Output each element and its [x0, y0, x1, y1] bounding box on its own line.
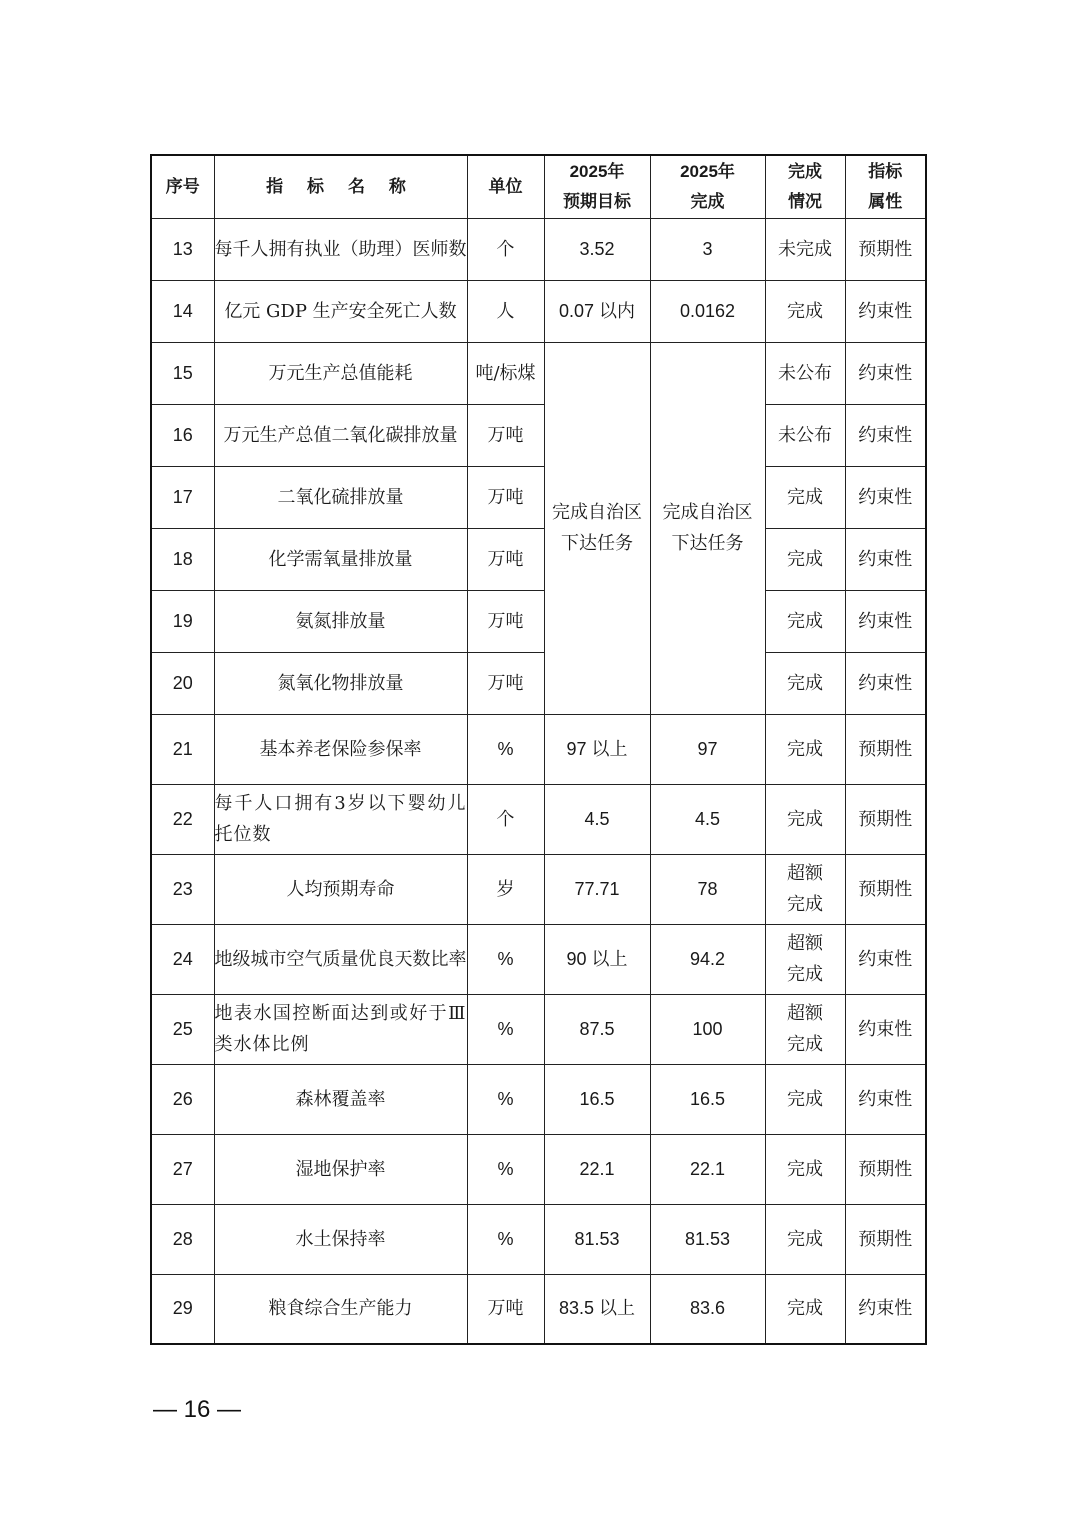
row-name: 基本养老保险参保率 [214, 714, 467, 784]
row-name: 每千人口拥有3岁以下婴幼儿托位数 [214, 784, 467, 854]
row-status: 完成 [765, 590, 845, 652]
header-attr-line1: 指标 [868, 161, 903, 182]
row-status: 未公布 [765, 404, 845, 466]
row-no: 17 [151, 466, 214, 528]
row-status [765, 854, 845, 924]
header-status-line1: 完成 [788, 161, 822, 182]
row-no: 20 [151, 652, 214, 714]
row-actual: 0.0162 [650, 280, 765, 342]
row-name: 氮氧化物排放量 [214, 652, 467, 714]
row-actual: 4.5 [650, 784, 765, 854]
table-row [151, 1134, 926, 1204]
table-row [151, 404, 926, 466]
row-no: 21 [151, 714, 214, 784]
row-actual: 3 [650, 218, 765, 280]
header-row [151, 155, 926, 218]
header-name: 指 标 名 称 [214, 155, 467, 218]
row-no: 27 [151, 1134, 214, 1204]
row-unit: 吨/标煤 [467, 342, 544, 404]
row-attr: 约束性 [845, 924, 926, 994]
merged-target-line1: 完成自治区 [552, 502, 642, 523]
row-attr: 预期性 [845, 218, 926, 280]
row-status: 完成 [765, 652, 845, 714]
row-status [765, 924, 845, 994]
indicator-table [150, 154, 927, 1345]
row-status: 完成 [765, 1274, 845, 1344]
row-unit: 万吨 [467, 528, 544, 590]
header-unit: 单位 [467, 155, 544, 218]
row-target: 87.5 [544, 994, 650, 1064]
table-row [151, 590, 926, 652]
row-actual: 94.2 [650, 924, 765, 994]
header-status [765, 155, 845, 218]
row-no: 25 [151, 994, 214, 1064]
header-target-line1: 2025年 [569, 161, 625, 181]
row-status: 未公布 [765, 342, 845, 404]
merged-target-cell [544, 342, 650, 714]
row-status: 完成 [765, 1064, 845, 1134]
row-name: 亿元 GDP 生产安全死亡人数 [214, 280, 467, 342]
row-name: 湿地保护率 [214, 1134, 467, 1204]
table-row [151, 784, 926, 854]
row-status: 完成 [765, 466, 845, 528]
row-actual: 100 [650, 994, 765, 1064]
merged-actual-line1: 完成自治区 [662, 502, 753, 523]
table-row [151, 714, 926, 784]
row-target: 81.53 [544, 1204, 650, 1274]
row-unit: 岁 [467, 854, 544, 924]
row-no: 28 [151, 1204, 214, 1274]
header-actual [650, 155, 765, 218]
row-name: 二氧化硫排放量 [214, 466, 467, 528]
row-no: 13 [151, 218, 214, 280]
row-unit: 人 [467, 280, 544, 342]
row-target: 4.5 [544, 784, 650, 854]
table-row [151, 342, 926, 404]
row-name: 森林覆盖率 [214, 1064, 467, 1134]
row-target: 90 以上 [544, 924, 650, 994]
row-no: 29 [151, 1274, 214, 1344]
row-no: 24 [151, 924, 214, 994]
merged-target-line2: 下达任务 [561, 533, 633, 554]
row-target: 0.07 以内 [544, 280, 650, 342]
row-unit: 万吨 [467, 404, 544, 466]
row-attr: 预期性 [845, 784, 926, 854]
header-target [544, 155, 650, 218]
table-row [151, 924, 926, 994]
row-no: 18 [151, 528, 214, 590]
row-status: 完成 [765, 784, 845, 854]
row-attr: 预期性 [845, 1204, 926, 1274]
row-unit: 万吨 [467, 1274, 544, 1344]
row-unit: 万吨 [467, 652, 544, 714]
row-status-line2: 完成 [787, 964, 823, 985]
row-status: 完成 [765, 1134, 845, 1204]
header-target-line2: 预期目标 [563, 191, 631, 212]
row-status [765, 994, 845, 1064]
table-row [151, 652, 926, 714]
row-attr: 约束性 [845, 342, 926, 404]
row-status-line2: 完成 [787, 1034, 823, 1055]
row-target: 77.71 [544, 854, 650, 924]
row-unit: % [467, 994, 544, 1064]
table-row [151, 854, 926, 924]
row-status-line1: 超额 [787, 1003, 823, 1024]
row-status-line1: 超额 [787, 933, 823, 954]
page-number: — 16 — [153, 1396, 242, 1423]
row-no: 19 [151, 590, 214, 652]
row-name: 化学需氧量排放量 [214, 528, 467, 590]
row-attr: 约束性 [845, 1064, 926, 1134]
row-unit: 万吨 [467, 466, 544, 528]
row-attr: 预期性 [845, 854, 926, 924]
row-no: 23 [151, 854, 214, 924]
row-target: 16.5 [544, 1064, 650, 1134]
row-status-line1: 超额 [787, 863, 823, 884]
row-unit: 万吨 [467, 590, 544, 652]
row-attr: 约束性 [845, 994, 926, 1064]
merged-actual-line2: 下达任务 [671, 533, 744, 554]
row-attr: 约束性 [845, 404, 926, 466]
row-unit: % [467, 714, 544, 784]
header-status-line2: 情况 [788, 191, 822, 212]
row-name: 万元生产总值能耗 [214, 342, 467, 404]
row-no: 22 [151, 784, 214, 854]
row-actual: 22.1 [650, 1134, 765, 1204]
merged-actual-cell [650, 342, 765, 714]
row-attr: 预期性 [845, 1134, 926, 1204]
table-row [151, 528, 926, 590]
row-no: 15 [151, 342, 214, 404]
row-target: 3.52 [544, 218, 650, 280]
row-actual: 78 [650, 854, 765, 924]
row-unit: % [467, 1064, 544, 1134]
row-unit: % [467, 1204, 544, 1274]
row-target: 97 以上 [544, 714, 650, 784]
row-attr: 约束性 [845, 590, 926, 652]
row-attr: 约束性 [845, 466, 926, 528]
row-name: 人均预期寿命 [214, 854, 467, 924]
header-actual-line2: 完成 [690, 191, 725, 212]
row-attr: 约束性 [845, 280, 926, 342]
row-attr: 约束性 [845, 652, 926, 714]
row-unit: 个 [467, 218, 544, 280]
row-name: 水土保持率 [214, 1204, 467, 1274]
row-actual: 97 [650, 714, 765, 784]
row-status: 完成 [765, 714, 845, 784]
row-name: 粮食综合生产能力 [214, 1274, 467, 1344]
row-status: 完成 [765, 280, 845, 342]
row-no: 14 [151, 280, 214, 342]
table-row [151, 218, 926, 280]
row-name: 万元生产总值二氧化碳排放量 [214, 404, 467, 466]
row-actual: 16.5 [650, 1064, 765, 1134]
row-no: 16 [151, 404, 214, 466]
row-name: 氨氮排放量 [214, 590, 467, 652]
row-no: 26 [151, 1064, 214, 1134]
row-attr: 预期性 [845, 714, 926, 784]
header-index: 序号 [151, 155, 214, 218]
table-row [151, 280, 926, 342]
row-actual: 83.6 [650, 1274, 765, 1344]
row-status-line2: 完成 [787, 894, 823, 915]
row-status: 完成 [765, 1204, 845, 1274]
row-status: 未完成 [765, 218, 845, 280]
header-actual-line1: 2025年 [680, 161, 735, 181]
table-row [151, 1274, 926, 1344]
table-row [151, 994, 926, 1064]
row-unit: % [467, 1134, 544, 1204]
row-actual: 81.53 [650, 1204, 765, 1274]
row-unit: % [467, 924, 544, 994]
row-name: 每千人拥有执业（助理）医师数 [214, 218, 467, 280]
table-row [151, 1204, 926, 1274]
row-name: 地表水国控断面达到或好于Ⅲ类水体比例 [214, 994, 467, 1064]
table-row [151, 466, 926, 528]
header-attr [845, 155, 926, 218]
row-status: 完成 [765, 528, 845, 590]
row-unit: 个 [467, 784, 544, 854]
header-attr-line2: 属性 [868, 191, 903, 212]
row-attr: 约束性 [845, 1274, 926, 1344]
row-name: 地级城市空气质量优良天数比率 [214, 924, 467, 994]
row-target: 22.1 [544, 1134, 650, 1204]
row-attr: 约束性 [845, 528, 926, 590]
row-target: 83.5 以上 [544, 1274, 650, 1344]
table-row [151, 1064, 926, 1134]
